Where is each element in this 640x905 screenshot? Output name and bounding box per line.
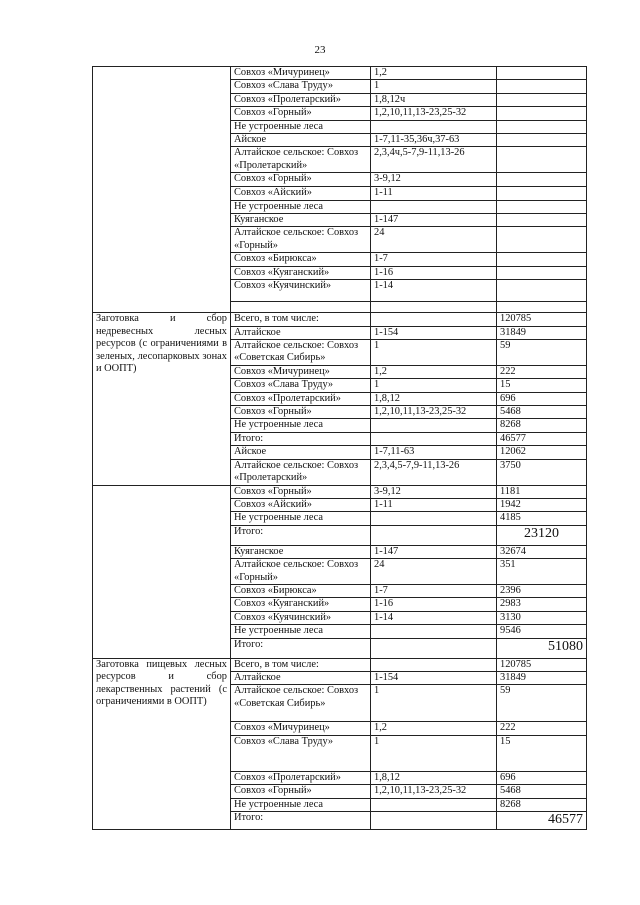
forest-name-cell: Совхоз «Горный» — [231, 785, 371, 798]
forest-name-cell: Совхоз «Айский» — [231, 186, 371, 200]
forest-name-cell: Итого: — [231, 812, 371, 830]
table-row — [93, 485, 587, 498]
quarters-cell: 1,2,10,11,13-23,25-32 — [371, 785, 497, 798]
quarters-cell: 1-147 — [371, 214, 497, 227]
quarters-cell: 1,8,12 — [371, 771, 497, 784]
area-value-cell: 15 — [497, 735, 587, 771]
forest-name-cell: Совхоз «Мичуринец» — [231, 722, 371, 735]
area-value-cell: 120785 — [497, 313, 587, 326]
quarters-cell: 24 — [371, 227, 497, 253]
forest-name-cell: Алтайское — [231, 326, 371, 339]
forest-name-cell: Совхоз «Мичуринец» — [231, 365, 371, 378]
area-value-cell — [497, 200, 587, 213]
quarters-cell — [371, 525, 497, 545]
quarters-cell: 1,2 — [371, 67, 497, 80]
forest-name-cell: Куяганское — [231, 545, 371, 558]
quarters-cell — [371, 200, 497, 213]
forest-name-cell: Алтайское сельское: Совхоз «Советская Сибирь» — [231, 339, 371, 365]
forest-name-cell: Алтайское сельское: Совхоз «Советская Сибирь» — [231, 685, 371, 722]
quarters-cell: 1,2,10,11,13-23,25-32 — [371, 405, 497, 418]
forest-name-cell: Алтайское — [231, 672, 371, 685]
quarters-cell: 1,8,12ч — [371, 93, 497, 106]
area-value-cell: 3750 — [497, 459, 587, 485]
quarters-cell — [371, 638, 497, 658]
area-value-cell: 46577 — [497, 812, 587, 830]
forest-name-cell: Не устроенные леса — [231, 798, 371, 811]
forest-name-cell: Куяганское — [231, 214, 371, 227]
forest-name-cell: Алтайское сельское: Совхоз «Горный» — [231, 227, 371, 253]
forest-name-cell: Совхоз «Куяганский» — [231, 266, 371, 279]
area-value-cell — [497, 227, 587, 253]
area-value-cell: 8268 — [497, 419, 587, 432]
forest-name-cell: Совхоз «Куячинский» — [231, 611, 371, 624]
area-value-cell — [497, 120, 587, 133]
area-value-cell: 9546 — [497, 625, 587, 638]
area-value-cell: 12062 — [497, 446, 587, 459]
quarters-cell: 1-7 — [371, 253, 497, 266]
quarters-cell: 1 — [371, 685, 497, 722]
area-value-cell: 23120 — [497, 525, 587, 545]
page-number: 23 — [314, 44, 326, 56]
forest-name-cell: Совхоз «Слава Труду» — [231, 379, 371, 392]
area-value-cell — [497, 93, 587, 106]
work-type-cell: Заготовка и сбор недревесных лесных ресурсов (с ограничениями в зеленых, лесопарковых зонах и ООПТ) — [93, 313, 231, 485]
forest-name-cell: Совхоз «Куячинский» — [231, 280, 371, 302]
table-row — [93, 313, 587, 326]
area-value-cell: 32674 — [497, 545, 587, 558]
forest-name-cell: Всего, в том числе: — [231, 658, 371, 671]
forest-name-cell: Всего, в том числе: — [231, 313, 371, 326]
area-value-cell: 5468 — [497, 785, 587, 798]
table-row — [93, 67, 587, 80]
area-value-cell: 696 — [497, 392, 587, 405]
quarters-cell — [371, 432, 497, 445]
area-value-cell: 3130 — [497, 611, 587, 624]
area-value-cell: 8268 — [497, 798, 587, 811]
empty-cell — [497, 302, 587, 313]
forest-name-cell: Совхоз «Пролетарский» — [231, 771, 371, 784]
quarters-cell: 1,8,12 — [371, 392, 497, 405]
area-value-cell: 2396 — [497, 585, 587, 598]
area-value-cell — [497, 147, 587, 173]
quarters-cell — [371, 625, 497, 638]
area-value-cell: 51080 — [497, 638, 587, 658]
forest-name-cell: Не устроенные леса — [231, 512, 371, 525]
work-type-cell — [93, 485, 231, 658]
forest-name-cell: Итого: — [231, 638, 371, 658]
forest-name-cell: Совхоз «Горный» — [231, 405, 371, 418]
quarters-cell — [371, 419, 497, 432]
empty-cell — [371, 302, 497, 313]
area-value-cell: 351 — [497, 559, 587, 585]
forest-name-cell: Совхоз «Слава Труду» — [231, 735, 371, 771]
quarters-cell: 1,2 — [371, 722, 497, 735]
quarters-cell: 1-7,11-63 — [371, 446, 497, 459]
quarters-cell — [371, 658, 497, 671]
forest-name-cell: Совхоз «Слава Труду» — [231, 80, 371, 93]
work-type-cell: Заготовка пищевых лесных ресурсов и сбор лекарственных растений (с ограничениями в ООПТ) — [93, 658, 231, 829]
quarters-cell: 1,2 — [371, 365, 497, 378]
quarters-cell — [371, 798, 497, 811]
forest-resources-table — [92, 66, 587, 830]
quarters-cell — [371, 812, 497, 830]
forest-name-cell: Итого: — [231, 525, 371, 545]
area-value-cell — [497, 173, 587, 186]
area-value-cell: 120785 — [497, 658, 587, 671]
area-value-cell: 696 — [497, 771, 587, 784]
area-value-cell — [497, 186, 587, 200]
area-value-cell: 2983 — [497, 598, 587, 611]
forest-name-cell: Не устроенные леса — [231, 200, 371, 213]
quarters-cell: 2,3,4ч,5-7,9-11,13-26 — [371, 147, 497, 173]
area-value-cell — [497, 266, 587, 279]
area-value-cell — [497, 134, 587, 147]
area-value-cell — [497, 67, 587, 80]
quarters-cell: 3-9,12 — [371, 485, 497, 498]
forest-name-cell: Совхоз «Пролетарский» — [231, 392, 371, 405]
quarters-cell — [371, 120, 497, 133]
quarters-cell: 1-154 — [371, 326, 497, 339]
quarters-cell: 3-9,12 — [371, 173, 497, 186]
quarters-cell: 1 — [371, 339, 497, 365]
area-value-cell — [497, 253, 587, 266]
forest-name-cell: Совхоз «Горный» — [231, 173, 371, 186]
area-value-cell — [497, 80, 587, 93]
quarters-cell: 1-154 — [371, 672, 497, 685]
forest-name-cell: Совхоз «Айский» — [231, 498, 371, 511]
forest-name-cell: Совхоз «Бирюкса» — [231, 253, 371, 266]
area-value-cell: 15 — [497, 379, 587, 392]
area-value-cell: 222 — [497, 722, 587, 735]
forest-name-cell: Не устроенные леса — [231, 625, 371, 638]
quarters-cell — [371, 313, 497, 326]
quarters-cell: 1-16 — [371, 598, 497, 611]
work-type-cell — [93, 67, 231, 313]
forest-name-cell: Совхоз «Горный» — [231, 485, 371, 498]
forest-name-cell: Совхоз «Горный» — [231, 107, 371, 120]
area-value-cell: 46577 — [497, 432, 587, 445]
quarters-cell — [371, 512, 497, 525]
quarters-cell: 1 — [371, 80, 497, 93]
quarters-cell: 1-16 — [371, 266, 497, 279]
quarters-cell: 1-11 — [371, 186, 497, 200]
quarters-cell: 1-7,11-35,36ч,37-63 — [371, 134, 497, 147]
forest-name-cell: Алтайское сельское: Совхоз «Пролетарский» — [231, 459, 371, 485]
empty-cell — [231, 302, 371, 313]
forest-name-cell: Айское — [231, 134, 371, 147]
area-value-cell — [497, 214, 587, 227]
area-value-cell: 1181 — [497, 485, 587, 498]
area-value-cell: 1942 — [497, 498, 587, 511]
forest-name-cell: Не устроенные леса — [231, 419, 371, 432]
table-row — [93, 658, 587, 671]
quarters-cell: 24 — [371, 559, 497, 585]
quarters-cell: 1 — [371, 379, 497, 392]
forest-name-cell: Не устроенные леса — [231, 120, 371, 133]
area-value-cell: 31849 — [497, 326, 587, 339]
area-value-cell: 222 — [497, 365, 587, 378]
forest-name-cell: Алтайское сельское: Совхоз «Горный» — [231, 559, 371, 585]
area-value-cell — [497, 107, 587, 120]
forest-name-cell: Айское — [231, 446, 371, 459]
forest-name-cell: Итого: — [231, 432, 371, 445]
quarters-cell: 1-7 — [371, 585, 497, 598]
forest-name-cell: Совхоз «Бирюкса» — [231, 585, 371, 598]
quarters-cell: 1 — [371, 735, 497, 771]
forest-name-cell: Совхоз «Мичуринец» — [231, 67, 371, 80]
quarters-cell: 1-147 — [371, 545, 497, 558]
forest-name-cell: Совхоз «Пролетарский» — [231, 93, 371, 106]
area-value-cell: 59 — [497, 339, 587, 365]
area-value-cell: 31849 — [497, 672, 587, 685]
quarters-cell: 1,2,10,11,13-23,25-32 — [371, 107, 497, 120]
area-value-cell: 59 — [497, 685, 587, 722]
forest-name-cell: Алтайское сельское: Совхоз «Пролетарский» — [231, 147, 371, 173]
forest-name-cell: Совхоз «Куяганский» — [231, 598, 371, 611]
area-value-cell — [497, 280, 587, 302]
quarters-cell: 1-14 — [371, 280, 497, 302]
quarters-cell: 1-14 — [371, 611, 497, 624]
area-value-cell: 4185 — [497, 512, 587, 525]
quarters-cell: 1-11 — [371, 498, 497, 511]
quarters-cell: 2,3,4,5-7,9-11,13-26 — [371, 459, 497, 485]
area-value-cell: 5468 — [497, 405, 587, 418]
